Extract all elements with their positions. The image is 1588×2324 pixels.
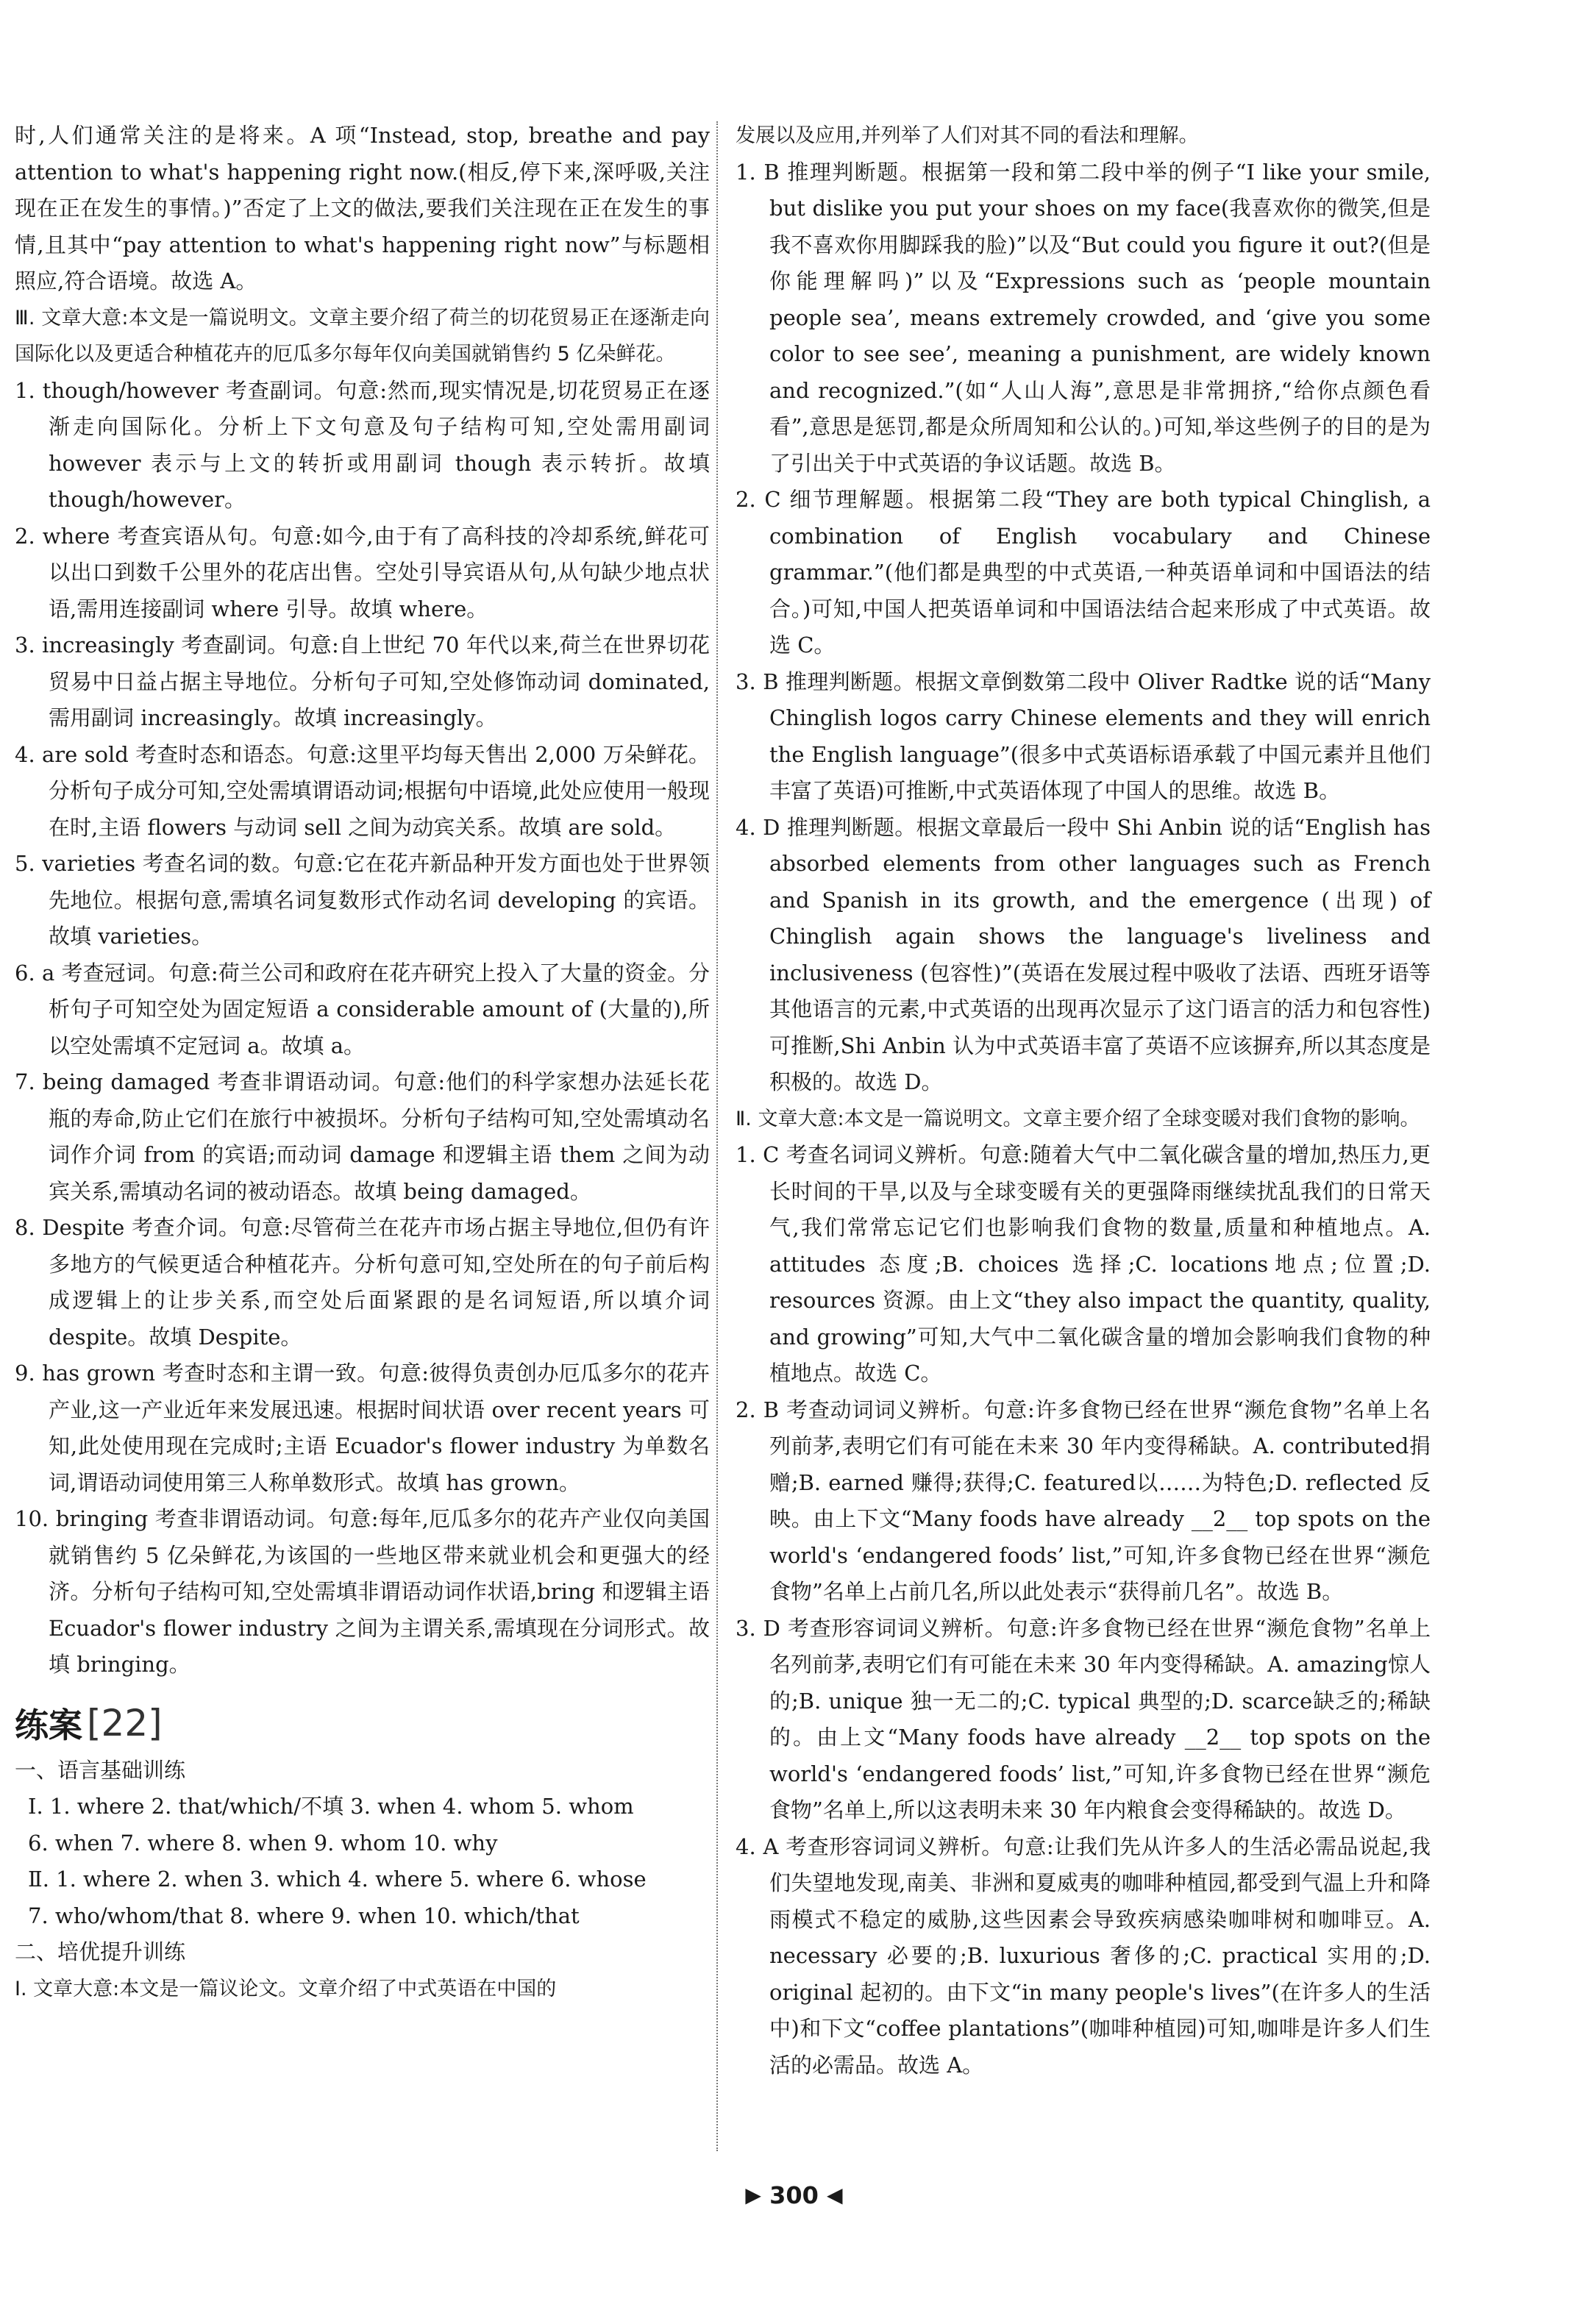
answer-item: 4. D 推理判断题。根据文章最后一段中 Shi Anbin 说的话“English has absorbed elements from other languages such as French and Spanish in its growth, and the emergence (出现) of Chinglish again shows the language's liveliness and inclusiveness (包容性)”(英语在发展过程中吸收了法语、西班牙语等其他语言的元素,中式英语的出现再次显示了这门语言的活力和包容性)可推断,Shi Anbin 认为中式英语丰富了英语不应该摒弃,所以其态度是积极的。故选 D。: [736, 814, 1431, 1094]
answer-item: 6. a 考查冠词。句意:荷兰公司和政府在花卉研究上投入了大量的资金。分析句子可知空处为固定短语 a considerable amount of (大量的),所以空处需填不定冠词 a。故填 a。: [15, 960, 710, 1058]
left-column: [15, 118, 710, 2007]
section-title: [15, 1697, 710, 1750]
answer-item: 3. increasingly 考查副词。句意:自上世纪 70 年代以来,荷兰在世界切花贸易中日益占据主导地位。分析句子可知,空处修饰动词 dominated,需用副词 increasingly。故填 increasingly。: [15, 632, 710, 730]
answer-item: 5. varieties 考查名词的数。句意:它在花卉新品种开发方面也处于世界领先地位。根据句意,需填名词复数形式作动名词 developing 的宾语。故填 varieties。: [15, 851, 710, 949]
right-column: [736, 118, 1431, 2084]
answer-item: 4. A 考查形容词词义辨析。句意:让我们先从许多人的生活必需品说起,我们失望地发现,南美、非洲和夏威夷的咖啡种植园,都受到气温上升和降雨模式不稳定的威胁,这些因素会导致疾病感染咖啡树和咖啡豆。A. necessary 必要的;B. luxurious 奢侈的;C. practical 实用的;D. original 起初的。由下文“in many people's lives”(在许多人的生活中)和下文“coffee plantations”(咖啡种植园)可知,咖啡是许多人们生活的必需品。故选 A。: [736, 1833, 1431, 2078]
answer-item: 8. Despite 考查介词。句意:尽管荷兰在花卉市场占据主导地位,但仍有许多地方的气候更适合种植花卉。分析句意可知,空处所在的句子前后构成逻辑上的让步关系,而空处后面紧跟的是名词短语,所以填介词 despite。故填 Despite。: [15, 1215, 710, 1350]
answer-item: 7. being damaged 考查非谓语动词。句意:他们的科学家想办法延长花瓶的寿命,防止它们在旅行中被损坏。分析句子结构可知,空处需填动名词作介词 from 的宾语;而动词 damage 和逻辑主语 them 之间为动宾关系,需填动名词的被动语态。故填 being damaged。: [15, 1069, 710, 1204]
page-number: 300: [769, 2181, 819, 2209]
right-triangle-icon: ▶: [745, 2183, 761, 2207]
answer-item: 3. B 推理判断题。根据文章倒数第二段中 Oliver Radtke 说的话“Many Chinglish logos carry Chinese elements and they will enrich the English language”(很多中式英语标语承载了中国元素并且他们丰富了英语)可推断,中式英语体现了中国人的思维。故选 B。: [736, 669, 1431, 803]
answer-item: 1. C 考查名词词义辨析。句意:随着大气中二氧化碳含量的增加,热压力,更长时间的干旱,以及与全球变暖有关的更强降雨继续扰乱我们的日常天气,我们常常忘记它们也影响我们食物的数量,质量和种植地点。A. attitudes 态度;B. choices 选择;C. locations地点;位置;D. resources 资源。由上文“they also impact the quantity, quality, and growing”可知,大气中二氧化碳含量的增加会影响我们食物的种植地点。故选 C。: [736, 1142, 1431, 1386]
page-number-footer: [0, 2181, 1588, 2209]
paragraph-continuation: 时,人们通常关注的是将来。A 项“Instead, stop, breathe and pay attention to what's happening right now.(相反,停下来,深呼吸,关注现在正在发生的事情。)”否定了上文的做法,要我们关注现在正在发生的事情,且其中“pay attention to what's happening right now”与标题相照应,符合语境。故选 A。: [15, 123, 710, 293]
section-number: [22]: [87, 1701, 163, 1744]
answer-item: 3. D 考查形容词词义辨析。句意:许多食物已经在世界“濒危食物”名单上名列前茅,表明它们有可能在未来 30 年内变得稀缺。A. amazing惊人的;B. unique 独一无二的;C. typical 典型的;D. scarce缺乏的;稀缺的。由上文“Many foods have already __2__ top spots on the world's ‘endangered foods’ list,”可知,许多食物已经在世界“濒危食物”名单上,所以这表明未来 30 年内粮食会变得稀缺的。故选 D。: [736, 1615, 1431, 1822]
answer-item: 2. C 细节理解题。根据第二段“They are both typical Chinglish, a combination of English vocabulary and Chinese grammar.”(他们都是典型的中式英语,一种英语单词和中国语法的结合。)可知,中国人把英语单词和中国语法结合起来形成了中式英语。故选 C。: [736, 487, 1431, 657]
answer-list-row: Ⅰ. 1. where 2. that/which/不填 3. when 4. whom 5. whom: [28, 1794, 634, 1819]
column-divider: [716, 121, 718, 2151]
answer-item: 9. has grown 考查时态和主谓一致。句意:彼得负责创办厄瓜多尔的花卉产业,这一产业近年来发展迅速。根据时间状语 over recent years 可知,此处使用现在完成时;主语 Ecuador's flower industry 为单数名词,谓语动词使用第三人称单数形式。故填 has grown。: [15, 1361, 710, 1495]
summary-continuation: 发展以及应用,并列举了人们对其不同的看法和理解。: [736, 124, 1199, 147]
section-title-text: 练案: [15, 1705, 82, 1745]
answer-item: 2. B 考查动词词义辨析。句意:许多食物已经在世界“濒危食物”名单上名列前茅,表明它们有可能在未来 30 年内变得稀缺。A. contributed捐赠;B. earned 赚得;获得;C. featured以……为特色;D. reflected 反映。由上下文“Many foods have already __2__ top spots on the world's ‘endangered foods’ list,”可知,许多食物已经在世界“濒危食物”名单上占前几名,所以此处表示“获得前几名”。故选 B。: [736, 1397, 1431, 1604]
summary-section-3: Ⅲ. 文章大意:本文是一篇说明文。文章主要介绍了荷兰的切花贸易正在逐渐走向国际化以及更适合种植花卉的厄瓜多尔每年仅向美国就销售约 5 亿朵鲜花。: [15, 306, 710, 366]
left-triangle-icon: ◀: [827, 2183, 843, 2207]
answer-item: 10. bringing 考查非谓语动词。句意:每年,厄瓜多尔的花卉产业仅向美国就销售约 5 亿朵鲜花,为该国的一些地区带来就业机会和更强大的经济。分析句子结构可知,空处需填非谓语动词作状语,bring 和逻辑主语 Ecuador's flower industry 之间为主谓关系,需填现在分词形式。故填 bringing。: [15, 1506, 710, 1677]
answer-list-row: 7. who/whom/that 8. where 9. when 10. which/that: [28, 1903, 580, 1928]
answer-item: 1. B 推理判断题。根据第一段和第二段中举的例子“I like your smile, but dislike you put your shoes on my face(我喜欢你的微笑,但是我不喜欢你用脚踩我的脸)”以及“But could you figure it out?(但是你能理解吗)”以及“Expressions such as ‘people mountain people sea’, means extremely crowded, and ‘give you some color to see see’, meaning a punishment, are widely known and recognized.”(如“人山人海”,意思是非常拥挤,“给你点颜色看看”,意思是惩罚,都是众所周知和公认的。)可知,举这些例子的目的是为了引出关于中式英语的争议话题。故选 B。: [736, 159, 1431, 476]
summary-section-1: Ⅰ. 文章大意:本文是一篇议论文。文章介绍了中式英语在中国的: [15, 1977, 557, 2000]
summary-section-2: Ⅱ. 文章大意:本文是一篇说明文。文章主要介绍了全球变暖对我们食物的影响。: [736, 1107, 1420, 1130]
answer-item: 2. where 考查宾语从句。句意:如今,由于有了高科技的冷却系统,鲜花可以出口到数千公里外的花店出售。空处引导宾语从句,从句缺少地点状语,需用连接副词 where 引导。故填 where。: [15, 523, 710, 621]
part2-heading: 二、培优提升训练: [15, 1939, 186, 1964]
answer-item: 4. are sold 考查时态和语态。句意:这里平均每天售出 2,000 万朵鲜花。分析句子成分可知,空处需填谓语动词;根据句中语境,此处应使用一般现在时,主语 flowers 与动词 sell 之间为动宾关系。故填 are sold。: [15, 741, 710, 840]
answer-list-row: 6. when 7. where 8. when 9. whom 10. why: [28, 1830, 498, 1856]
answer-list-row: Ⅱ. 1. where 2. when 3. which 4. where 5. where 6. whose: [28, 1867, 647, 1892]
part1-heading: 一、语言基础训练: [15, 1757, 186, 1783]
answer-item: 1. though/however 考查副词。句意:然而,现实情况是,切花贸易正在逐渐走向国际化。分析上下文句意及句子结构可知,空处需用副词 however 表示与上文的转折或用副词 though 表示转折。故填 though/however。: [15, 377, 710, 512]
